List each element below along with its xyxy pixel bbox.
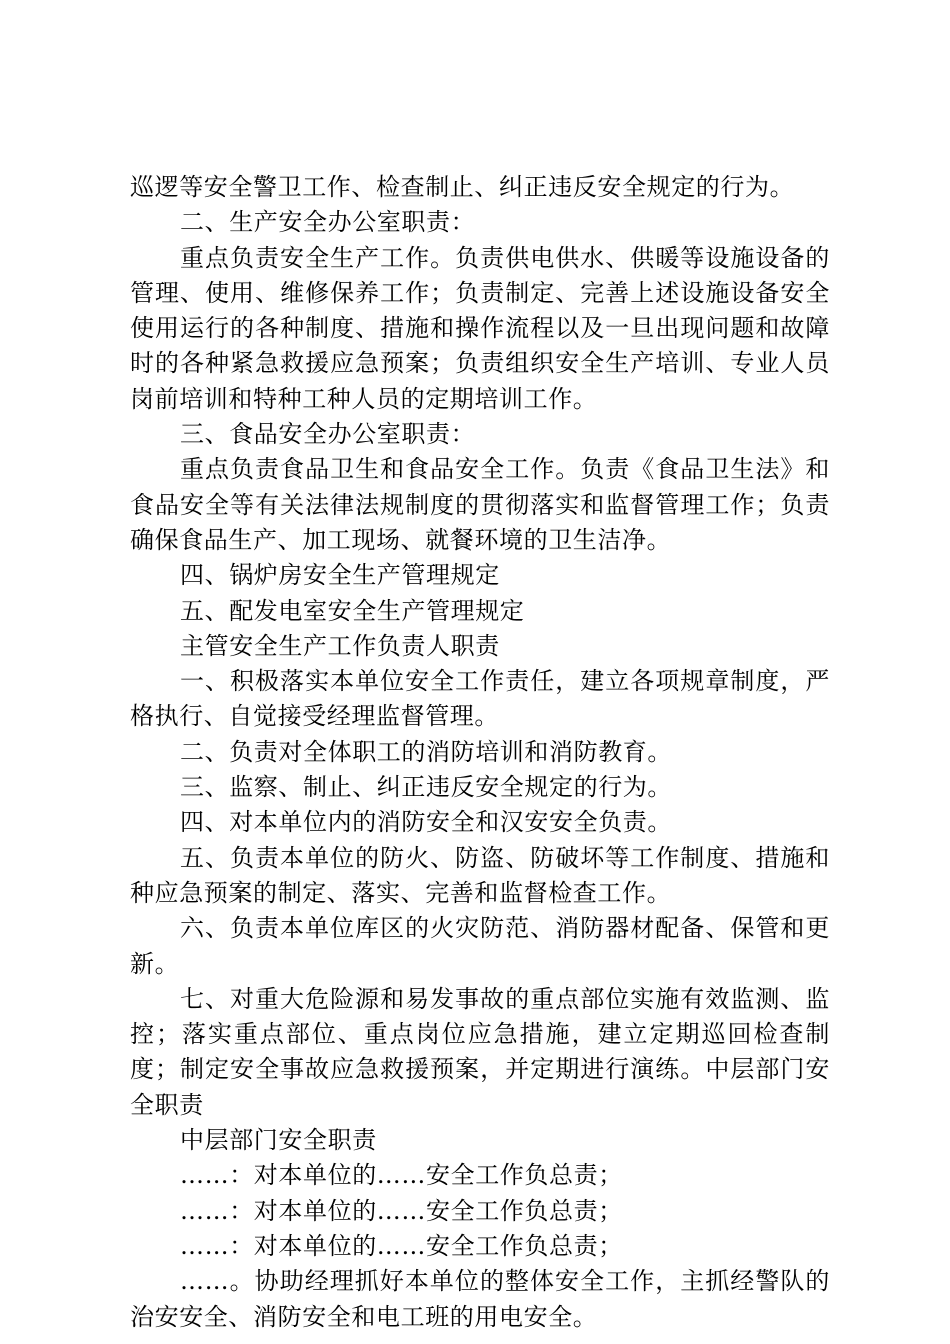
paragraph-13: 六、负责本单位库区的火灾防范、消防器材配备、保管和更新。 xyxy=(130,914,830,978)
paragraph-18: ……：对本单位的……安全工作负总责； xyxy=(180,1231,623,1260)
paragraph-2: 重点负责安全生产工作。负责供电供水、供暖等设施设备的管理、使用、维修保养工作；负责制定、完善上述设施设备安全使用运行的各种制度、措施和操作流程以及一旦出现问题和故障时的各种紧急救援应急预案；负责组织安全生产培训、专业人员岗前培训和特种工种人员的定期培训工作。 xyxy=(130,243,830,413)
paragraph-10: 三、监察、制止、纠正违反安全规定的行为。 xyxy=(180,773,672,802)
paragraph-8: 一、积极落实本单位安全工作责任，建立各项规章制度，严格执行、自觉接受经理监督管理。 xyxy=(130,667,830,731)
paragraph-3: 三、食品安全办公室职责： xyxy=(180,420,476,449)
paragraph-4: 重点负责食品卫生和食品安全工作。负责《食品卫生法》和食品安全等有关法律法规制度的贯彻落实和监督管理工作；负责确保食品生产、加工现场、就餐环境的卫生洁净。 xyxy=(130,455,830,554)
paragraph-15: 中层部门安全职责 xyxy=(180,1126,377,1155)
paragraph-11: 四、对本单位内的消防安全和汉安安全负责。 xyxy=(180,808,672,837)
document-page xyxy=(130,170,830,1335)
paragraph-16: ……：对本单位的……安全工作负总责； xyxy=(180,1161,623,1190)
paragraph-1: 二、生产安全办公室职责： xyxy=(180,208,476,237)
paragraph-9: 二、负责对全体职工的消防培训和消防教育。 xyxy=(180,737,672,766)
paragraph-12: 五、负责本单位的防火、防盗、防破坏等工作制度、措施和种应急预案的制定、落实、完善和监督检查工作。 xyxy=(130,843,830,907)
paragraph-17: ……：对本单位的……安全工作负总责； xyxy=(180,1196,623,1225)
paragraph-14: 七、对重大危险源和易发事故的重点部位实施有效监测、监控；落实重点部位、重点岗位应急措施，建立定期巡回检查制度；制定安全事故应急救援预案，并定期进行演练。中层部门安全职责 xyxy=(130,984,830,1119)
paragraph-7: 主管安全生产工作负责人职责 xyxy=(180,631,500,660)
paragraph-0: 巡逻等安全警卫工作、检查制止、纠正违反安全规定的行为。 xyxy=(130,173,795,201)
paragraph-5: 四、锅炉房安全生产管理规定 xyxy=(180,561,500,590)
paragraph-19: ……。协助经理抓好本单位的整体安全工作，主抓经警队的治安安全、消防安全和电工班的用电安全。 xyxy=(130,1267,830,1331)
paragraph-6: 五、配发电室安全生产管理规定 xyxy=(180,596,525,625)
